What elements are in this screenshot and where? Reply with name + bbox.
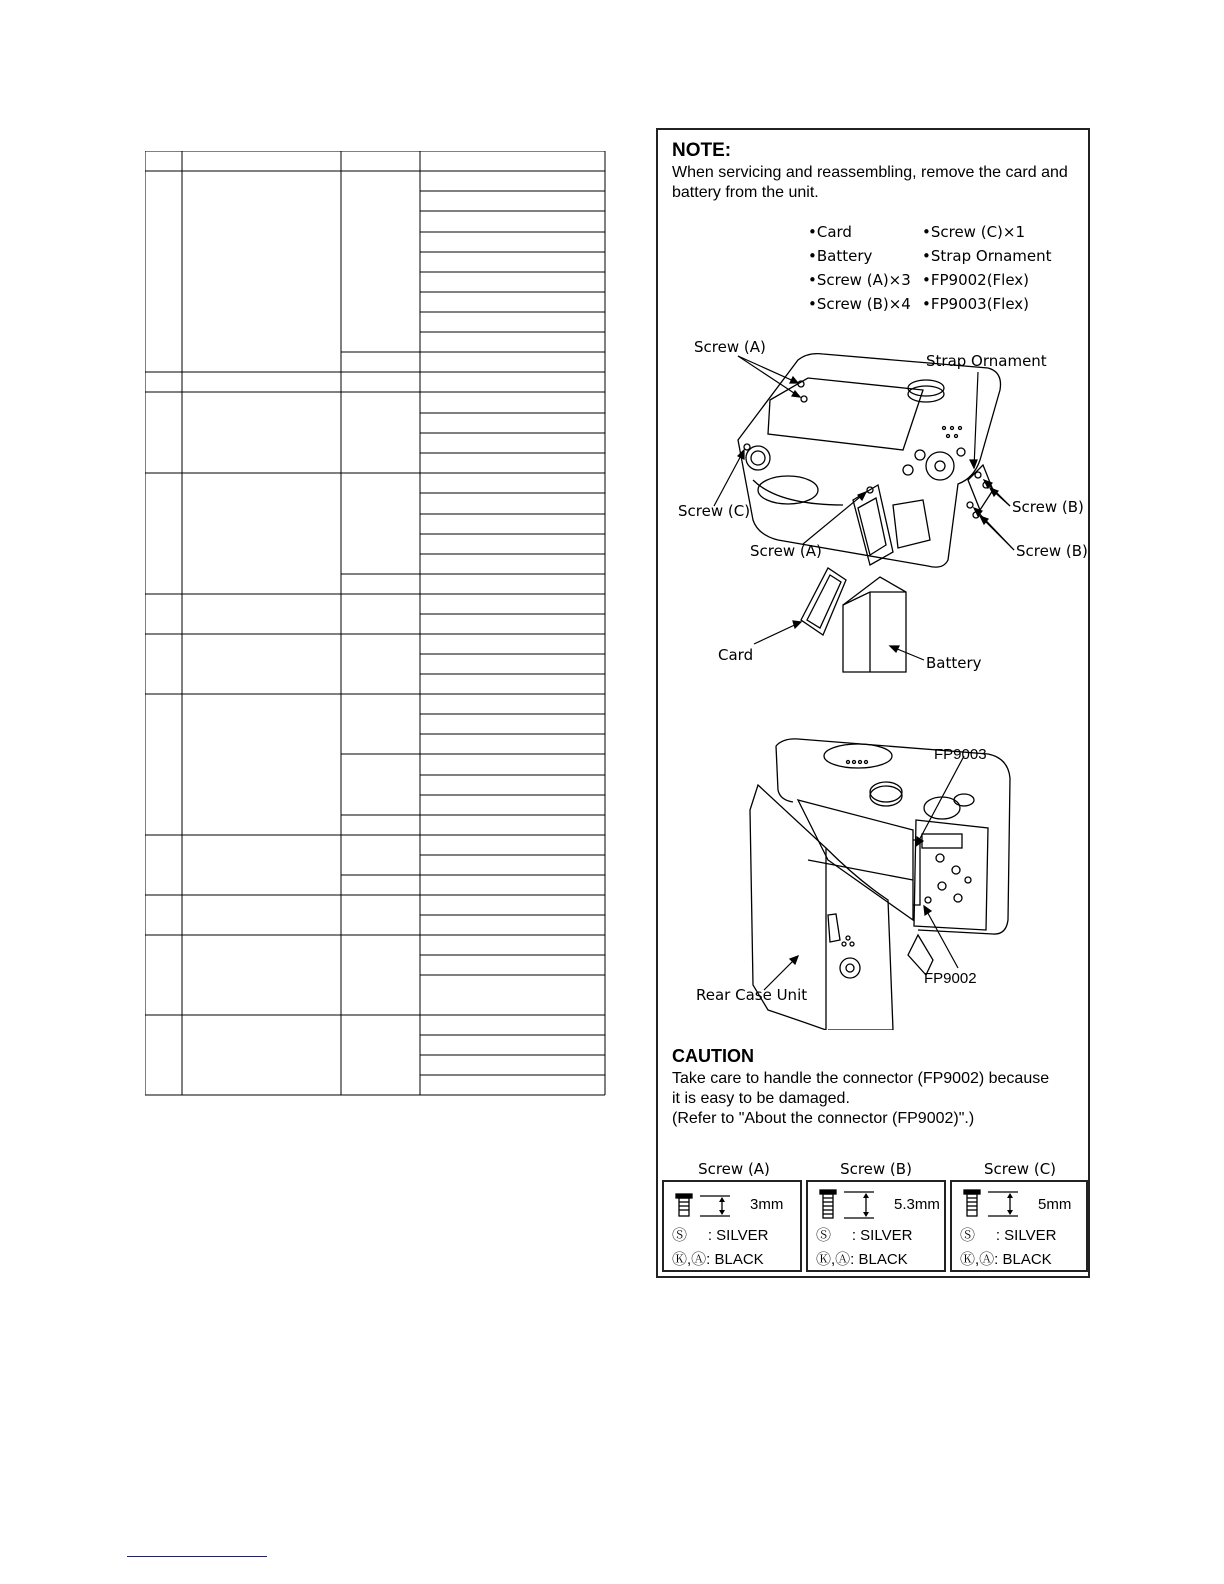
caution-line: it is easy to be damaged. <box>672 1090 850 1107</box>
screw-b-box <box>806 1180 946 1272</box>
screw-c-heading: Screw (C) <box>983 1160 1057 1178</box>
callout-screw-b: Screw (B) <box>1016 542 1088 560</box>
screw-a-heading: Screw (A) <box>698 1160 770 1178</box>
removal-item: •Screw (C)×1 <box>922 223 1026 241</box>
screw-icon <box>674 1188 744 1220</box>
rear-case-illustration <box>658 730 1088 1030</box>
screw-c-box <box>950 1180 1088 1272</box>
screw-icon <box>818 1188 888 1220</box>
callout-screw-a: Screw (A) <box>694 338 766 356</box>
caution-line: (Refer to "About the connector (FP9002)".) <box>672 1110 975 1127</box>
caution-line: Take care to handle the connector (FP9002) because <box>672 1070 1050 1087</box>
note-body: When servicing and reassembling, remove the card and battery from the unit. <box>672 164 1068 201</box>
callout-battery: Battery <box>926 654 982 672</box>
screw-c-black: Ⓚ,Ⓐ: BLACK <box>960 1251 1052 1268</box>
screw-c-length: 5mm <box>1038 1196 1072 1213</box>
callout-rear-case-unit: Rear Case Unit <box>696 986 808 1004</box>
screw-a-box <box>662 1180 802 1272</box>
procedure-table <box>145 151 607 1097</box>
callout-card: Card <box>718 646 754 664</box>
screw-a-silver: Ⓢ : SILVER <box>672 1227 769 1244</box>
note-title: NOTE: <box>672 140 732 161</box>
removal-item: •Card <box>808 223 852 241</box>
screw-b-silver: Ⓢ : SILVER <box>816 1227 913 1244</box>
callout-strap-ornament: Strap Ornament <box>926 352 1047 370</box>
callout-fp9002: FP9002 <box>924 970 977 987</box>
screw-icon <box>962 1188 1032 1220</box>
callout-screw-b: Screw (B) <box>1012 498 1084 516</box>
footer-link-underline[interactable] <box>127 1556 267 1557</box>
screw-b-length: 5.3mm <box>894 1196 940 1213</box>
callout-fp9003: FP9003 <box>934 746 987 763</box>
removal-item: •Strap Ornament <box>922 247 1052 265</box>
screw-a-length: 3mm <box>750 1196 784 1213</box>
callout-screw-c: Screw (C) <box>678 502 751 520</box>
note-panel <box>656 128 1090 1278</box>
caution-title: CAUTION <box>672 1046 754 1066</box>
callout-screw-a: Screw (A) <box>750 542 822 560</box>
removal-item: •FP9002(Flex) <box>922 271 1030 289</box>
removal-item: •Screw (A)×3 <box>808 271 911 289</box>
removal-item: •Battery <box>808 247 873 265</box>
screw-a-black: Ⓚ,Ⓐ: BLACK <box>672 1251 764 1268</box>
screw-c-silver: Ⓢ : SILVER <box>960 1227 1057 1244</box>
removal-item: •FP9003(Flex) <box>922 295 1030 313</box>
screw-b-black: Ⓚ,Ⓐ: BLACK <box>816 1251 908 1268</box>
screw-b-heading: Screw (B) <box>840 1160 912 1178</box>
removal-item: •Screw (B)×4 <box>808 295 911 313</box>
